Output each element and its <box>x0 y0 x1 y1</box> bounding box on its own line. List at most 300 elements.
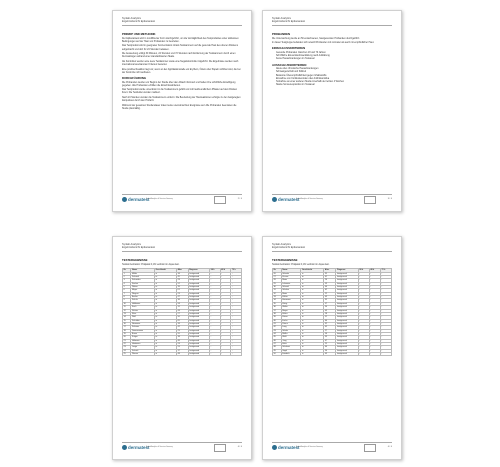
table-cell: - <box>231 306 242 309</box>
table-cell: Kaiser <box>281 316 301 319</box>
table-cell: m <box>155 286 177 289</box>
table-cell: - <box>358 346 369 349</box>
table-cell: - <box>210 316 221 319</box>
table-cell: - <box>369 319 380 322</box>
table-cell: w <box>301 332 324 335</box>
table-cell: 32 <box>273 292 282 295</box>
table-cell: w <box>155 299 177 302</box>
table-cell: Fuchs <box>281 319 301 322</box>
table-cell: m <box>301 336 324 339</box>
table-cell: hautgesund <box>188 346 209 349</box>
table-cell: m <box>301 316 324 319</box>
table-cell: 12 <box>123 309 131 312</box>
table-cell: - <box>369 312 380 315</box>
table-cell: Fischer <box>131 282 155 285</box>
table-cell: Möller <box>281 332 301 335</box>
table-cell: 64 <box>324 319 336 322</box>
table-cell: - <box>231 319 242 322</box>
table-cell: - <box>231 282 242 285</box>
table-cell: w <box>301 309 324 312</box>
table-cell: - <box>210 296 221 299</box>
page-header: Synlab Analytics Ergebnisbericht Epikutantest <box>122 17 156 24</box>
table-cell: hautgesund <box>188 302 209 305</box>
table-cell: - <box>358 289 369 292</box>
table-cell: 42 <box>177 326 189 329</box>
table-cell: Hofmann <box>131 339 155 342</box>
table-cell: Schmid <box>281 286 301 289</box>
dermatest-logo: dermatest <box>122 197 150 202</box>
table-cell: 49 <box>324 352 336 355</box>
table-cell: Jung <box>281 339 301 342</box>
footer-note: Synlab Analytics & Services Germany <box>146 447 173 448</box>
table-cell: w <box>301 279 324 282</box>
table-cell: 28 <box>273 279 282 282</box>
table-cell: 47 <box>273 342 282 345</box>
table-cell: 8 <box>123 296 131 299</box>
table-cell: 26 <box>273 272 282 275</box>
paragraph: Nach 24 Stunden wurden die Testkammern entfernt. Die Beurteilung der Hautreaktionen erfolgte zu den festgelegten Zeitpunkten durch den Prüfarzt. <box>122 96 241 102</box>
table-cell: 4 <box>123 282 131 285</box>
table-cell: - <box>380 349 391 352</box>
table-cell: - <box>358 352 369 355</box>
paragraph: Während der gesamten Studiendauer traten keine unerwünschten Ereignisse auf. Alle Probanden beendeten die Studie planmäßig. <box>122 104 237 110</box>
table-cell: 46 <box>177 339 189 342</box>
table-cell: 17 <box>123 326 131 329</box>
logo-icon <box>122 445 127 450</box>
table-cell: hautgesund <box>188 352 209 355</box>
table-cell: - <box>380 279 391 282</box>
table-cell: - <box>220 306 231 309</box>
page-number: 4 / 4 <box>237 446 242 448</box>
table-cell: w <box>301 319 324 322</box>
table-cell: Neumann <box>131 322 155 325</box>
table-cell: 27 <box>177 312 189 315</box>
table-cell: 25 <box>324 342 336 345</box>
section-title-exclusion: AUSSCHLUSSKRITERIEN <box>272 62 307 67</box>
table-cell: - <box>210 309 221 312</box>
table-cell: - <box>210 319 221 322</box>
table-cell: Schröder <box>131 319 155 322</box>
list-item: • Einnahme von Kortikosteroiden oder Antihistaminika <box>276 78 392 81</box>
table-cell: w <box>155 349 177 352</box>
table-cell: hautgesund <box>188 316 209 319</box>
table-cell: - <box>231 302 242 305</box>
table-cell: Wolf <box>131 316 155 319</box>
table-cell: Schulz <box>131 299 155 302</box>
table-cell: - <box>369 272 380 275</box>
table-cell: - <box>210 292 221 295</box>
page-content <box>122 31 242 112</box>
table-cell: - <box>358 326 369 329</box>
table-cell: hautgesund <box>336 312 358 315</box>
table-cell: 13 <box>123 312 131 315</box>
table-cell: hautgesund <box>188 332 209 335</box>
table-cell: - <box>220 346 231 349</box>
table-cell: 56 <box>324 332 336 335</box>
table-cell: - <box>231 322 242 325</box>
table-row <box>273 352 392 355</box>
table-cell: - <box>380 309 391 312</box>
table-cell: hautgesund <box>336 322 358 325</box>
table-cell: m <box>301 276 324 279</box>
column-header: Diagnose <box>188 269 209 272</box>
list-item: • Gesunde Probanden zwischen 18 und 70 Jahren <box>276 52 392 55</box>
paragraph: Eine positive Reaktion liegt vor, wenn an der Applikationsstelle ein Erythem, Ödem oder Papeln sichtbar sind, die bei der Kontrolle nicht auftreten. <box>122 68 241 74</box>
table-cell: - <box>231 272 242 275</box>
inclusion-list <box>272 52 392 61</box>
table-cell: - <box>380 352 391 355</box>
table-cell: Müller <box>131 272 155 275</box>
table-cell: w <box>155 309 177 312</box>
table-cell: hautgesund <box>188 319 209 322</box>
page-content <box>272 31 392 88</box>
table-cell: hautgesund <box>336 336 358 339</box>
table-cell: 44 <box>177 309 189 312</box>
table-cell: - <box>369 276 380 279</box>
table-cell: Werner <box>131 352 155 355</box>
table-cell: 35 <box>324 299 336 302</box>
table-cell: 7 <box>123 292 131 295</box>
table-cell: - <box>220 296 231 299</box>
table-cell: hautgesund <box>336 279 358 282</box>
table-cell: 29 <box>177 329 189 332</box>
exclusion-list <box>272 68 392 87</box>
table-cell: - <box>220 309 231 312</box>
table-cell: 65 <box>177 319 189 322</box>
table-cell: hautgesund <box>188 336 209 339</box>
header-divider <box>122 251 242 252</box>
table-cell: 59 <box>177 346 189 349</box>
table-cell: w <box>301 349 324 352</box>
page-content <box>272 257 392 356</box>
table-cell: - <box>220 319 231 322</box>
table-cell: hautgesund <box>336 346 358 349</box>
table-cell: 38 <box>273 312 282 315</box>
table-cell: - <box>210 346 221 349</box>
table-cell: 41 <box>273 322 282 325</box>
table-cell: w <box>155 322 177 325</box>
column-header: 24 h <box>210 269 221 272</box>
table-cell: 27 <box>324 329 336 332</box>
table-cell: - <box>369 336 380 339</box>
table-cell: m <box>155 306 177 309</box>
table-cell: - <box>369 342 380 345</box>
table-cell: 39 <box>324 336 336 339</box>
page-footer <box>122 444 242 452</box>
table-cell: m <box>155 296 177 299</box>
table-cell: - <box>380 329 391 332</box>
table-cell: Klein <box>131 312 155 315</box>
table-cell: - <box>210 312 221 315</box>
table-cell: - <box>369 309 380 312</box>
table-cell: - <box>369 286 380 289</box>
certification-seal-icon <box>214 196 226 204</box>
table-cell: hautgesund <box>336 309 358 312</box>
list-item: • Schriftliche Einverständniserklärung nach Aufklärung <box>276 55 392 58</box>
table-cell: Krause <box>281 276 301 279</box>
table-cell: w <box>301 312 324 315</box>
table-cell: 43 <box>273 329 282 332</box>
table-cell: 61 <box>177 289 189 292</box>
table-cell: - <box>369 279 380 282</box>
table-cell: Walter <box>281 306 301 309</box>
table-cell: - <box>220 286 231 289</box>
table-cell: 35 <box>273 302 282 305</box>
table-cell: 34 <box>273 299 282 302</box>
footer-note: Synlab Analytics & Services Germany <box>146 199 173 200</box>
table-cell: w <box>301 292 324 295</box>
table-cell: Huber <box>281 312 301 315</box>
table-cell: - <box>380 302 391 305</box>
column-header: Diagnose <box>336 269 358 272</box>
table-cell: 47 <box>177 296 189 299</box>
table-cell: - <box>220 322 231 325</box>
section-title-method: PRINZIP UND METHODIK <box>122 32 156 36</box>
list-item: • Starke Sonnenexposition im Testareal <box>276 84 392 87</box>
table-cell: - <box>380 312 391 315</box>
table-cell: hautgesund <box>336 289 358 292</box>
table-cell: - <box>380 286 391 289</box>
column-header: Geschlecht <box>301 269 324 272</box>
section-title-procedure: DURCHFÜHRUNG <box>122 75 147 80</box>
table-cell: Scholz <box>281 329 301 332</box>
paragraph: Der Epikutantest wird in modifizierter Form durchgeführt, um die Verträglichkeit des Testproduktes unter okklusiven Bedingungen auf der Haut von Probanden zu beurteilen. <box>122 37 239 43</box>
logo-icon <box>272 197 277 202</box>
paragraph: Das Testprodukt wird in geeigneter Konzentration mittels Testkammern auf die gesunde Haut des oberen Rückens aufgebracht und dort für 24 Stunden belassen. <box>122 45 238 51</box>
table-cell: w <box>301 329 324 332</box>
paragraph: Das Testprodukt wurde unverdünnt in die Testkammern gefüllt und mit hautfreundlichem Pflaster auf dem Rücken fixiert. Die Testfelder wurden markiert. <box>122 89 238 95</box>
page-content <box>122 257 242 356</box>
table-cell: hautgesund <box>188 309 209 312</box>
table-cell: 58 <box>177 302 189 305</box>
table-cell: Wagner <box>131 292 155 295</box>
table-cell: 31 <box>177 306 189 309</box>
table-cell: 62 <box>324 289 336 292</box>
table-cell: 47 <box>324 339 336 342</box>
table-cell: Braun <box>131 332 155 335</box>
table-cell: w <box>155 302 177 305</box>
table-cell: 36 <box>324 349 336 352</box>
table-cell: - <box>231 286 242 289</box>
table-cell: - <box>231 312 242 315</box>
list-item: • Schwangerschaft und Stillzeit <box>276 71 392 74</box>
table-cell: - <box>231 329 242 332</box>
table-cell: hautgesund <box>188 326 209 329</box>
table-cell: Schneider <box>131 279 155 282</box>
table-caption: Testkonzentration: Präparat 0,1% verdünnt in Aqua dest. <box>272 263 330 266</box>
table-cell: 45 <box>177 276 189 279</box>
logo-icon <box>122 197 127 202</box>
column-header: 24 h <box>358 269 369 272</box>
table-cell: 48 <box>273 346 282 349</box>
page-footer <box>272 444 392 452</box>
table-cell: - <box>380 339 391 342</box>
table-cell: hautgesund <box>188 286 209 289</box>
table-cell: hautgesund <box>188 349 209 352</box>
column-header: Name <box>281 269 301 272</box>
table-cell: - <box>380 272 391 275</box>
table-cell: 50 <box>273 352 282 355</box>
table-cell: hautgesund <box>336 316 358 319</box>
table-cell: 49 <box>324 296 336 299</box>
column-header: Name <box>131 269 155 272</box>
table-cell: 24 <box>123 349 131 352</box>
table-cell: Vogel <box>281 349 301 352</box>
table-cell: hautgesund <box>188 282 209 285</box>
table-cell: Lang <box>281 326 301 329</box>
table-cell: - <box>358 312 369 315</box>
table-cell: 22 <box>123 342 131 345</box>
section-title-subjects: PROBANDEN <box>272 32 291 36</box>
table-cell: - <box>380 296 391 299</box>
table-cell: 35 <box>324 272 336 275</box>
list-item: • Bekannte Überempfindlichkeit gegen Inhaltsstoffe <box>276 75 392 78</box>
table-cell: m <box>301 296 324 299</box>
table-cell: w <box>301 299 324 302</box>
table-cell: 11 <box>123 306 131 309</box>
table-cell: - <box>369 302 380 305</box>
table-cell: w <box>301 322 324 325</box>
table-cell: - <box>358 286 369 289</box>
table-cell: m <box>301 326 324 329</box>
table-cell: 57 <box>324 302 336 305</box>
table-cell: - <box>369 296 380 299</box>
table-cell: w <box>155 339 177 342</box>
table-cell: - <box>380 319 391 322</box>
table-cell: 37 <box>273 309 282 312</box>
table-cell: 39 <box>177 286 189 289</box>
table-cell: w <box>155 292 177 295</box>
page-footer <box>122 196 242 204</box>
table-cell: m <box>155 336 177 339</box>
table-cell: - <box>369 282 380 285</box>
section-title-results: TESTERGEBNISSE <box>272 258 298 262</box>
table-cell: w <box>155 279 177 282</box>
table-cell: - <box>231 309 242 312</box>
table-cell: m <box>155 326 177 329</box>
table-cell: hautgesund <box>336 326 358 329</box>
table-cell: 27 <box>273 276 282 279</box>
table-cell: 60 <box>324 346 336 349</box>
table-cell: - <box>220 289 231 292</box>
table-cell: - <box>220 352 231 355</box>
table-cell: - <box>210 326 221 329</box>
dermatest-logo: dermatest <box>272 445 300 450</box>
table-cell: - <box>380 322 391 325</box>
table-cell: 39 <box>273 316 282 319</box>
footer-note: Synlab Analytics & Services Germany <box>296 199 323 200</box>
column-header: Nr. <box>123 269 131 272</box>
page-footer <box>272 196 392 204</box>
table-cell: w <box>155 332 177 335</box>
table-cell: - <box>220 342 231 345</box>
table-cell: - <box>231 342 242 345</box>
table-cell: - <box>231 352 242 355</box>
table-cell: - <box>380 292 391 295</box>
table-cell: Schmitz <box>281 272 301 275</box>
table-cell: 45 <box>324 326 336 329</box>
table-cell: - <box>220 326 231 329</box>
table-cell: - <box>369 316 380 319</box>
table-cell: - <box>210 272 221 275</box>
list-item: • Keine Hauterkrankungen im Testareal <box>276 58 392 61</box>
table-cell: - <box>220 302 231 305</box>
table-cell: - <box>358 272 369 275</box>
table-cell: - <box>231 299 242 302</box>
certification-seal-icon <box>364 444 376 452</box>
table-cell: - <box>210 276 221 279</box>
table-cell: hautgesund <box>336 276 358 279</box>
table-cell: Schubert <box>281 346 301 349</box>
table-cell: w <box>155 289 177 292</box>
table-cell: 30 <box>324 306 336 309</box>
table-cell: 46 <box>273 339 282 342</box>
table-cell: hautgesund <box>336 339 358 342</box>
table-cell: - <box>358 329 369 332</box>
table-cell: 28 <box>324 312 336 315</box>
column-header: 48 h <box>369 269 380 272</box>
table-caption: Testkonzentration: Präparat 0,1% verdünnt in Aqua dest. <box>122 263 180 266</box>
table-cell: - <box>231 336 242 339</box>
table-cell: hautgesund <box>336 306 358 309</box>
table-cell: - <box>210 289 221 292</box>
column-header: 72 h <box>380 269 391 272</box>
table-cell: 33 <box>177 322 189 325</box>
dermatest-logo: dermatest <box>272 197 300 202</box>
table-cell: 31 <box>273 289 282 292</box>
page-header: Synlab Analytics Ergebnisbericht Epikutantest <box>122 243 156 250</box>
table-cell: - <box>369 306 380 309</box>
paragraph: In dieser Testgruppe befanden sich sowohl Probanden mit normaler als auch mit empfindlicher Haut. <box>272 42 375 45</box>
table-cell: 18 <box>123 329 131 332</box>
table-cell: hautgesund <box>336 332 358 335</box>
table-cell: 6 <box>123 289 131 292</box>
table-cell: Hoffmann <box>131 302 155 305</box>
table-cell: 44 <box>273 332 282 335</box>
table-cell: - <box>231 332 242 335</box>
table-cell: - <box>380 342 391 345</box>
table-cell: hautgesund <box>336 286 358 289</box>
table-cell: - <box>220 332 231 335</box>
table-cell: hautgesund <box>336 342 358 345</box>
table-cell: 34 <box>177 272 189 275</box>
table-cell: - <box>358 339 369 342</box>
table-cell: 21 <box>123 339 131 342</box>
footer-note: Synlab Analytics & Services Germany <box>296 447 323 448</box>
header-divider <box>122 25 242 26</box>
table-cell: 40 <box>273 319 282 322</box>
table-cell: hautgesund <box>336 292 358 295</box>
table-cell: m <box>155 346 177 349</box>
table-cell: m <box>301 286 324 289</box>
table-cell: - <box>210 302 221 305</box>
table-cell: - <box>231 289 242 292</box>
table-cell: - <box>220 272 231 275</box>
table-cell: - <box>358 306 369 309</box>
table-cell: hautgesund <box>188 299 209 302</box>
table-cell: 45 <box>273 336 282 339</box>
table-cell: - <box>369 326 380 329</box>
table-cell: - <box>380 336 391 339</box>
table-cell: - <box>220 276 231 279</box>
table-cell: 36 <box>273 306 282 309</box>
table-cell: Krüger <box>131 336 155 339</box>
table-cell: - <box>231 339 242 342</box>
table-cell: 41 <box>324 276 336 279</box>
table-cell: - <box>380 316 391 319</box>
table-cell: hautgesund <box>188 276 209 279</box>
table-cell: - <box>210 286 221 289</box>
